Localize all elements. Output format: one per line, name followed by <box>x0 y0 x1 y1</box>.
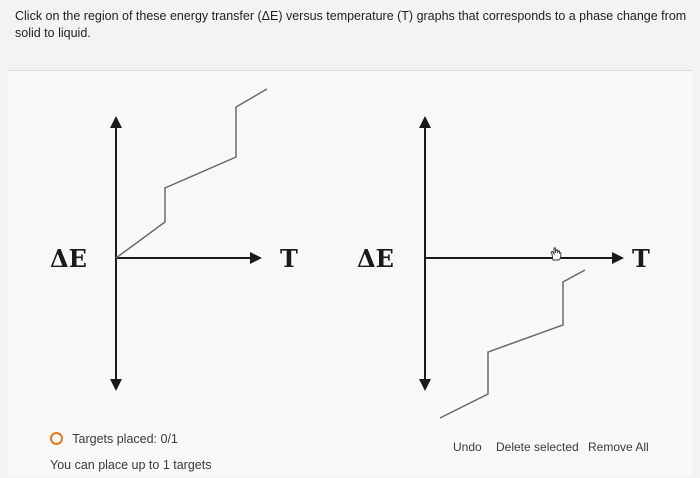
delete-selected-button[interactable]: Delete selected <box>496 440 579 454</box>
right-x-axis-label: T <box>632 244 650 273</box>
targets-placed-text: Targets placed: 0/1 <box>72 432 178 446</box>
left-y-axis-label: ΔE <box>50 244 87 273</box>
target-ring-icon <box>50 432 63 445</box>
targets-status <box>50 432 178 446</box>
right-graph[interactable] <box>425 122 618 418</box>
remove-all-button[interactable]: Remove All <box>588 440 649 454</box>
left-heating-curve[interactable] <box>116 89 267 258</box>
left-graph[interactable] <box>116 89 267 385</box>
hand-cursor-icon <box>548 246 564 262</box>
question-text: Click on the region of these energy transfer (ΔE) versus temperature (T) graphs that corresponds to a phase change from solid to liquid. <box>15 9 687 40</box>
right-cooling-curve[interactable] <box>440 270 585 418</box>
right-y-axis-label: ΔE <box>357 244 394 273</box>
targets-limit-note: You can place up to 1 targets <box>50 458 212 472</box>
left-x-axis-label: T <box>280 244 298 273</box>
undo-button[interactable]: Undo <box>453 440 482 454</box>
